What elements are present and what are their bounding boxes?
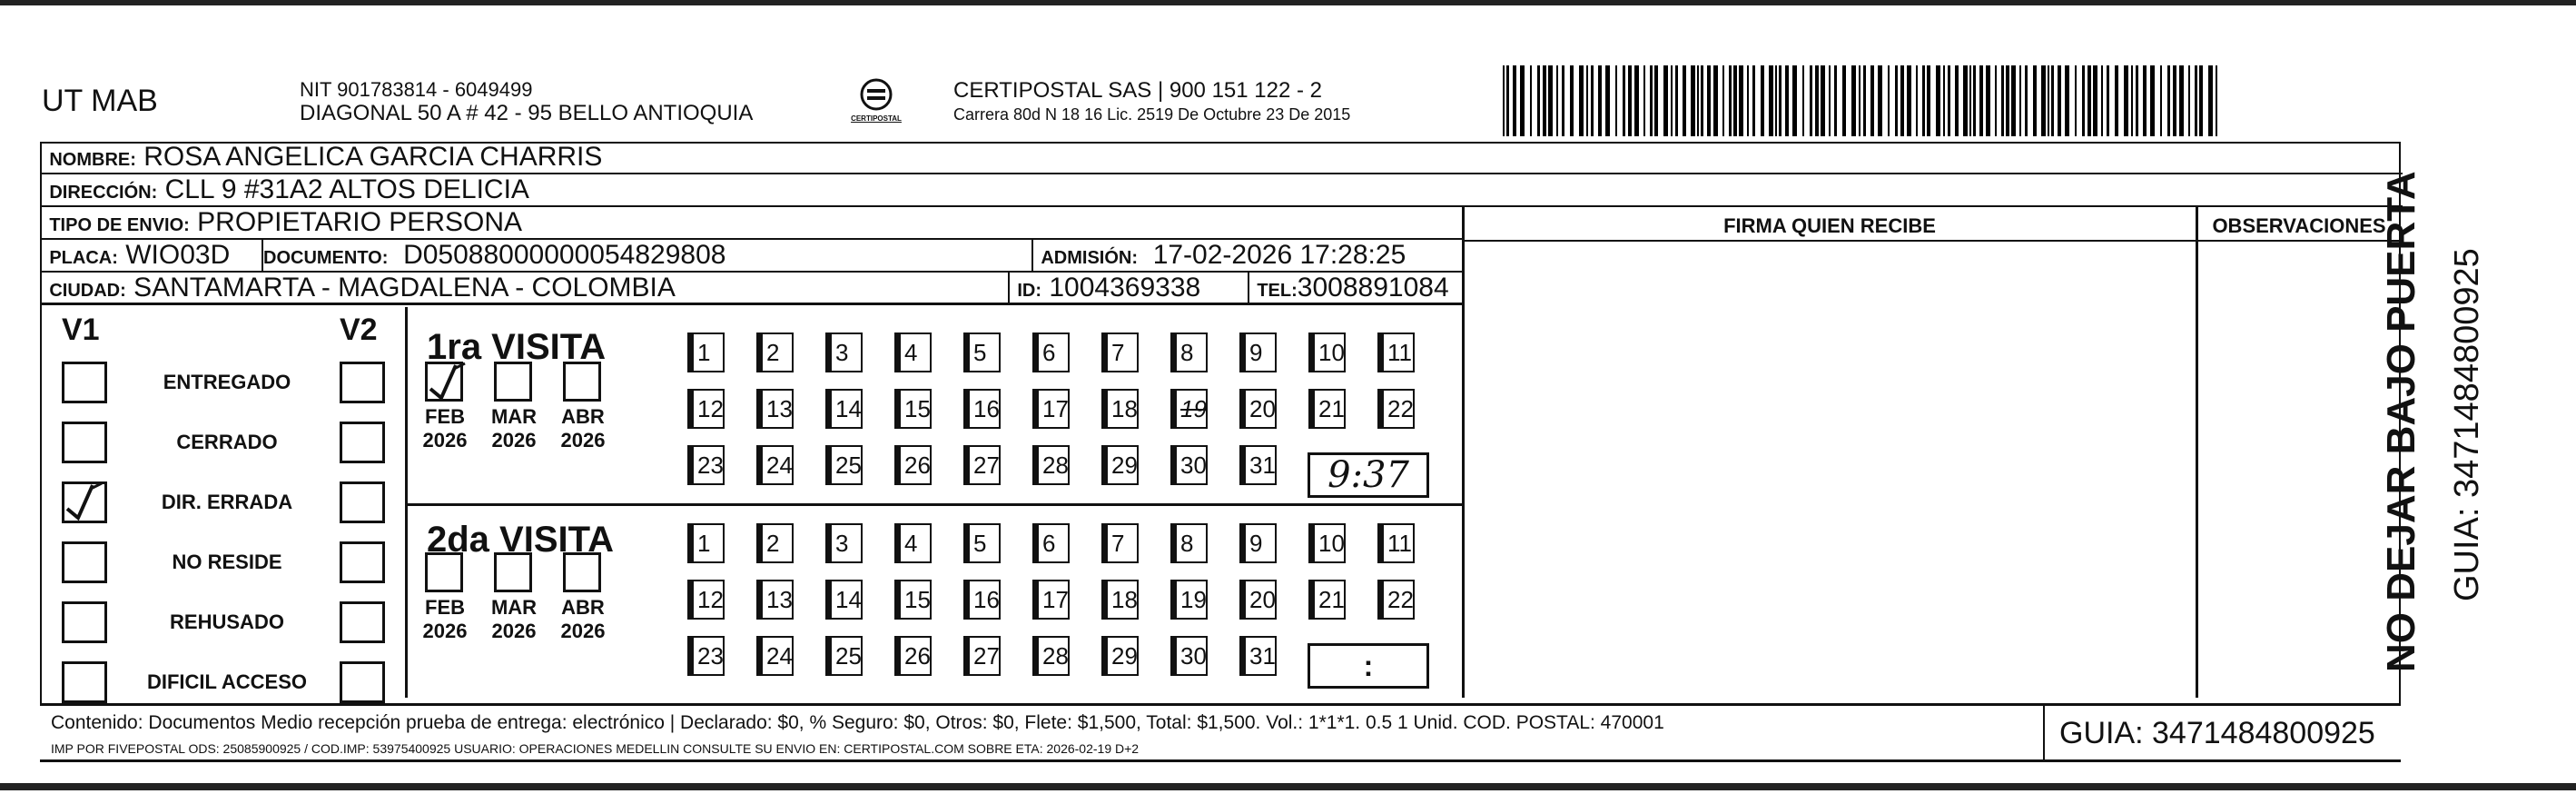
barcode-bar — [1722, 65, 1724, 136]
visit2-day-13[interactable]: 13 — [761, 580, 794, 620]
visit1-title: 1ra VISITA — [427, 327, 607, 367]
visit2-day-26[interactable]: 26 — [899, 636, 932, 676]
visit2-day-28[interactable]: 28 — [1037, 636, 1070, 676]
visit2-day-15[interactable]: 15 — [899, 580, 932, 620]
row-plate: PLACA: WIO03D — [42, 240, 1464, 273]
barcode-bar — [2093, 65, 2097, 136]
visit1-day-17[interactable]: 17 — [1037, 389, 1070, 429]
visit2-day-3[interactable]: 3 — [830, 523, 863, 563]
barcode-bar — [1707, 65, 1711, 136]
company-license: Carrera 80d N 18 16 Lic. 2519 De Octubre 23 De 2015 — [953, 105, 1351, 124]
barcode-bar — [1779, 65, 1781, 136]
barcode-bar — [1634, 65, 1639, 136]
barcode-bar — [1842, 65, 1846, 136]
barcode-bar — [1955, 65, 1959, 136]
visit2-month-checkbox[interactable] — [425, 552, 463, 592]
v2-checkbox[interactable] — [340, 661, 385, 703]
barcode-bar — [2058, 65, 2061, 136]
barcode-bar — [1973, 65, 1976, 136]
row-type: TIPO DE ENVIO: PROPIETARIO PERSONA — [42, 207, 1464, 240]
barcode-bar — [1503, 65, 1505, 136]
barcode-bar — [1802, 65, 1804, 136]
id-field: ID: 1004369338 — [1017, 273, 1201, 303]
recipient-name: ROSA ANGELICA GARCIA CHARRIS — [143, 142, 603, 172]
visit1-day-29[interactable]: 29 — [1106, 445, 1139, 485]
logo-text: CERTIPOSTAL — [851, 114, 902, 123]
v1-checkbox[interactable] — [62, 481, 107, 523]
visit1-day-31[interactable]: 31 — [1244, 445, 1277, 485]
barcode-bar — [1570, 65, 1574, 136]
observations-header: OBSERVACIONES — [2212, 214, 2386, 237]
visit2-day-16[interactable]: 16 — [968, 580, 1001, 620]
admission-field: ADMISIÓN: 17-02-2026 17:28:25 — [1041, 240, 1406, 270]
barcode-bar — [1683, 65, 1686, 136]
barcode-bar — [2160, 65, 2162, 136]
v1-checkbox[interactable] — [62, 661, 107, 703]
barcode-bar — [1713, 65, 1718, 136]
top-border — [0, 0, 2576, 5]
visit1-day-7[interactable]: 7 — [1106, 332, 1139, 372]
barcode-bar — [1936, 65, 1940, 136]
barcode-bar — [2001, 65, 2004, 136]
barcode-bar — [1729, 65, 1732, 136]
barcode-bar — [1878, 65, 1882, 136]
barcode-bar — [1761, 65, 1764, 136]
visit1-month-checkbox[interactable] — [563, 362, 601, 402]
visit1-day-20[interactable]: 20 — [1244, 389, 1277, 429]
v2-checkbox[interactable] — [340, 422, 385, 463]
barcode-bar — [1979, 65, 1983, 136]
side-warning: NO DEJAR BAJO PUERTA — [2379, 171, 2423, 672]
signature-header: FIRMA QUIEN RECIBE — [1723, 214, 1936, 237]
barcode-bar — [2025, 65, 2028, 136]
v1-label: V1 — [62, 313, 100, 347]
footer-print-info: IMP POR FIVEPOSTAL ODS: 25085900925 / COD.IMP: 53975400925 USUARIO: OPERACIONES MEDELLIN CONSULTE SU ENVIO EN: CERTIPOSTAL.COM SOBRE ETA: 2026-02-19 D+2 — [51, 741, 1140, 756]
barcode-bar — [1792, 65, 1797, 136]
visit2-month-checkbox[interactable] — [494, 552, 532, 592]
barcode-bar — [2124, 65, 2128, 136]
visit1-day-16[interactable]: 16 — [968, 389, 1001, 429]
document-value: D050880000000548298​08 — [403, 240, 726, 270]
barcode-bar — [1747, 65, 1749, 136]
divider — [1462, 240, 2401, 242]
barcode-bar — [1752, 65, 1755, 136]
visit2-day-27[interactable]: 27 — [968, 636, 1001, 676]
visit2-day-14[interactable]: 14 — [830, 580, 863, 620]
v2-checkbox[interactable] — [340, 601, 385, 643]
visit1-day-22[interactable]: 22 — [1382, 389, 1415, 429]
barcode-bar — [1859, 65, 1860, 136]
visit2-day-30[interactable]: 30 — [1175, 636, 1208, 676]
divider — [40, 759, 2401, 762]
visit2-day-20[interactable]: 20 — [1244, 580, 1277, 620]
barcode-bar — [1537, 65, 1540, 136]
barcode-bar — [1520, 65, 1525, 136]
visit2-day-17[interactable]: 17 — [1037, 580, 1070, 620]
barcode-bar — [1530, 65, 1532, 136]
visit2-day-10[interactable]: 10 — [1313, 523, 1346, 563]
barcode-bar — [2173, 65, 2176, 136]
barcode-bar — [1829, 65, 1831, 136]
barcode-bar — [1943, 65, 1945, 136]
plate-value: WIO03D — [125, 240, 231, 270]
visit2-day-8[interactable]: 8 — [1175, 523, 1208, 563]
barcode-bar — [2136, 65, 2138, 136]
barcode-bar — [1556, 65, 1558, 136]
barcode-bar — [1654, 65, 1658, 136]
visit2-day-18[interactable]: 18 — [1106, 580, 1139, 620]
visit2-time[interactable]: : — [1308, 643, 1429, 689]
barcode-bar — [1663, 65, 1668, 136]
barcode-bar — [1907, 65, 1911, 136]
visit2-title: 2da VISITA — [427, 520, 614, 560]
barcode-bar — [1922, 65, 1925, 136]
visit2-day-1[interactable]: 1 — [692, 523, 725, 563]
visit1-day-5[interactable]: 5 — [968, 332, 1001, 372]
barcode-bar — [1888, 65, 1890, 136]
barcode-bar — [1598, 65, 1602, 136]
visit2-day-12[interactable]: 12 — [692, 580, 725, 620]
visit1-day-4[interactable]: 4 — [899, 332, 932, 372]
barcode-bar — [1543, 65, 1546, 136]
barcode-bar — [1775, 65, 1777, 136]
id-value: 1004369338 — [1049, 273, 1201, 303]
barcode-bar — [1916, 65, 1918, 136]
barcode-bar — [1628, 65, 1632, 136]
visit2-month-label: FEB 2026 — [422, 596, 468, 642]
barcode-bar — [2101, 65, 2103, 136]
barcode-bar — [2143, 65, 2147, 136]
barcode-bar — [2075, 65, 2077, 136]
divider — [1031, 240, 1033, 273]
visit1-day-12[interactable]: 12 — [692, 389, 725, 429]
visit1-day-13[interactable]: 13 — [761, 389, 794, 429]
barcode-bar — [1579, 65, 1584, 136]
admission-value: 17-02-2026 17:28:25 — [1152, 240, 1406, 270]
barcode-bar — [2051, 65, 2054, 136]
barcode-bar — [2033, 65, 2037, 136]
barcode-bar — [1948, 65, 1950, 136]
v2-checkbox[interactable] — [340, 481, 385, 523]
barcode-bar — [1650, 65, 1653, 136]
certipostal-logo — [849, 76, 903, 127]
v2-label: V2 — [340, 313, 378, 347]
barcode-bar — [1691, 65, 1695, 136]
barcode-bar — [1697, 65, 1699, 136]
barcode-bar — [2019, 65, 2021, 136]
visit1-day-8[interactable]: 8 — [1175, 332, 1208, 372]
barcode-bar — [1733, 65, 1737, 136]
barcode-bar — [1851, 65, 1856, 136]
visit2-day-22[interactable]: 22 — [1382, 580, 1415, 620]
row-address: DIRECCIÓN: CLL 9 #31A2 ALTOS DELICIA — [42, 174, 2403, 207]
sender-address: DIAGONAL 50 A # 42 - 95 BELLO ANTIOQUIA — [300, 101, 754, 125]
visit2-day-25[interactable]: 25 — [830, 636, 863, 676]
barcode-bar — [1834, 65, 1837, 136]
status-label: ENTREGADO — [163, 371, 291, 393]
barcode-bar — [1506, 65, 1509, 136]
divider — [2043, 703, 2045, 759]
visit1-time[interactable]: 9:37 — [1308, 452, 1429, 498]
visit2-day-4[interactable]: 4 — [899, 523, 932, 563]
barcode-bar — [1995, 65, 1997, 136]
barcode-bar — [1548, 65, 1553, 136]
recipient-address: CLL 9 #31A2 ALTOS DELICIA — [164, 174, 529, 204]
barcode-bar — [2082, 65, 2085, 136]
visit2-day-11[interactable]: 11 — [1382, 523, 1415, 563]
visit2-day-19[interactable]: 19 — [1175, 580, 1208, 620]
barcode-bar — [1623, 65, 1625, 136]
barcode-bar — [2087, 65, 2091, 136]
visit2-day-31[interactable]: 31 — [1244, 636, 1277, 676]
visit2-day-2[interactable]: 2 — [761, 523, 794, 563]
barcode-bar — [1815, 65, 1819, 136]
barcode-bar — [1810, 65, 1812, 136]
v1-checkbox[interactable] — [62, 601, 107, 643]
visit2-day-6[interactable]: 6 — [1037, 523, 1070, 563]
visit2-day-29[interactable]: 29 — [1106, 636, 1139, 676]
barcode-bar — [2065, 65, 2069, 136]
barcode-bar — [1701, 65, 1703, 136]
visit2-day-21[interactable]: 21 — [1313, 580, 1346, 620]
visit1-day-26[interactable]: 26 — [899, 445, 932, 485]
visit1-month-label: FEB 2026 — [422, 405, 468, 452]
divider — [2196, 207, 2198, 698]
barcode-bar — [2107, 65, 2109, 136]
visit1-day-1[interactable]: 1 — [692, 332, 725, 372]
visit1-month-label: MAR 2026 — [490, 405, 538, 452]
barcode-bar — [2208, 65, 2213, 136]
barcode-bar — [1643, 65, 1645, 136]
barcode-bar — [1562, 65, 1564, 136]
visit2-month-label: MAR 2026 — [490, 596, 538, 642]
divider — [40, 703, 2401, 706]
barcode-bar — [2006, 65, 2009, 136]
sender-nit: NIT 901783814 - 6049499 — [300, 78, 533, 101]
status-label: DIR. ERRADA — [161, 491, 293, 513]
visit2-day-23[interactable]: 23 — [692, 636, 725, 676]
barcode-bar — [1969, 65, 1971, 136]
sender-name: UT MAB — [42, 84, 158, 118]
barcode-bar — [1605, 65, 1610, 136]
visit1-day-28[interactable]: 28 — [1037, 445, 1070, 485]
v2-checkbox[interactable] — [340, 362, 385, 403]
barcode-bar — [1615, 65, 1617, 136]
status-label: NO RESIDE — [172, 551, 282, 573]
visit1-day-10[interactable]: 10 — [1313, 332, 1346, 372]
visit1-day-6[interactable]: 6 — [1037, 332, 1070, 372]
visit2-day-24[interactable]: 24 — [761, 636, 794, 676]
barcode-bar — [1900, 65, 1904, 136]
barcode-bar — [1986, 65, 1990, 136]
barcode-bar — [2199, 65, 2203, 136]
row-city: CIUDAD: SANTAMARTA - MAGDALENA - COLOMBIA — [42, 273, 1464, 305]
barcode-bar — [1513, 65, 1516, 136]
tel-value: 3008891084 — [1297, 273, 1449, 303]
visit1-day-18[interactable]: 18 — [1106, 389, 1139, 429]
visit1-month-checkbox[interactable] — [494, 362, 532, 402]
barcode-bar — [1591, 65, 1594, 136]
barcode-bar — [2041, 65, 2046, 136]
v1-checkbox[interactable] — [62, 541, 107, 583]
barcode-bar — [2179, 65, 2184, 136]
barcode-bar — [1671, 65, 1673, 136]
visit1-day-2[interactable]: 2 — [761, 332, 794, 372]
visit1-day-19[interactable]: 19 — [1175, 389, 1208, 429]
tel-field: TEL:3008891084 — [1257, 273, 1449, 303]
divider — [1248, 273, 1249, 305]
barcode-bar — [2131, 65, 2133, 136]
status-label: DIFICIL ACCESO — [146, 670, 307, 693]
barcode-bar — [2048, 65, 2049, 136]
visit1-day-27[interactable]: 27 — [968, 445, 1001, 485]
visit1-day-23[interactable]: 23 — [692, 445, 725, 485]
barcode-bar — [1586, 65, 1588, 136]
shipment-type: PROPIETARIO PERSONA — [197, 207, 523, 237]
v1-checkbox[interactable] — [62, 422, 107, 463]
visit1-day-15[interactable]: 15 — [899, 389, 932, 429]
barcode-bar — [1963, 65, 1968, 136]
document-field: DOCUMENTO: D050880000000548298​08 — [263, 240, 726, 270]
visit2-day-5[interactable]: 5 — [968, 523, 1001, 563]
city-value: SANTAMARTA - MAGDALENA - COLOMBIA — [133, 273, 676, 303]
visit1-day-25[interactable]: 25 — [830, 445, 863, 485]
barcode-bar — [2167, 65, 2170, 136]
barcode-bar — [2195, 65, 2197, 136]
visit2-day-9[interactable]: 9 — [1244, 523, 1277, 563]
barcode-bar — [1927, 65, 1930, 136]
barcode-bar — [1785, 65, 1789, 136]
visit1-day-9[interactable]: 9 — [1244, 332, 1277, 372]
barcode-bar — [1769, 65, 1773, 136]
visit1-day-21[interactable]: 21 — [1313, 389, 1346, 429]
status-label: CERRADO — [176, 431, 278, 453]
v1-checkbox[interactable] — [62, 362, 107, 403]
barcode-bar — [1675, 65, 1678, 136]
visit1-month-label: ABR 2026 — [560, 405, 606, 452]
bottom-border — [0, 783, 2576, 790]
visit1-day-14[interactable]: 14 — [830, 389, 863, 429]
barcode-bar — [1821, 65, 1825, 136]
visit2-month-checkbox[interactable] — [563, 552, 601, 592]
barcode-bar — [1870, 65, 1874, 136]
divider — [1462, 207, 1465, 698]
barcode-bar — [2150, 65, 2155, 136]
barcode-bar — [1863, 65, 1866, 136]
visit2-day-7[interactable]: 7 — [1106, 523, 1139, 563]
barcode-bar — [2011, 65, 2016, 136]
footer-content: Contenido: Documentos Medio recepción prueba de entrega: electrónico | Declarado: $0, % Seguro: $0, Otros: $0, Flete: $1,500, Total: $1,500. Vol.: 1*1*1. 0.5 1 Unid. COD. POSTAL: 470001 — [51, 712, 1664, 733]
barcode-bar — [1739, 65, 1743, 136]
divider — [405, 307, 408, 698]
visit1-month-checkbox[interactable] — [425, 362, 463, 402]
visit1-day-11[interactable]: 11 — [1382, 332, 1415, 372]
row-name: NOMBRE: ROSA ANGELICA GARCIA CHARRIS — [42, 142, 2403, 174]
company-name: CERTIPOSTAL SAS | 900 151 122 - 2 — [953, 78, 1322, 103]
divider — [405, 503, 1464, 506]
visit1-day-30[interactable]: 30 — [1175, 445, 1208, 485]
barcode-bar — [1895, 65, 1898, 136]
barcode — [1503, 65, 2220, 136]
barcode-bar — [2188, 65, 2190, 136]
side-guia: GUIA: 3471484800925 — [2448, 248, 2486, 601]
divider — [262, 240, 263, 273]
visit2-month-label: ABR 2026 — [560, 596, 606, 642]
visit1-day-24[interactable]: 24 — [761, 445, 794, 485]
visit1-day-3[interactable]: 3 — [830, 332, 863, 372]
status-label: REHUSADO — [170, 610, 284, 633]
barcode-bar — [2216, 65, 2217, 136]
barcode-bar — [2115, 65, 2118, 136]
v2-checkbox[interactable] — [340, 541, 385, 583]
divider — [1008, 273, 1010, 305]
footer-guia: GUIA: 3471484800925 — [2059, 716, 2375, 750]
